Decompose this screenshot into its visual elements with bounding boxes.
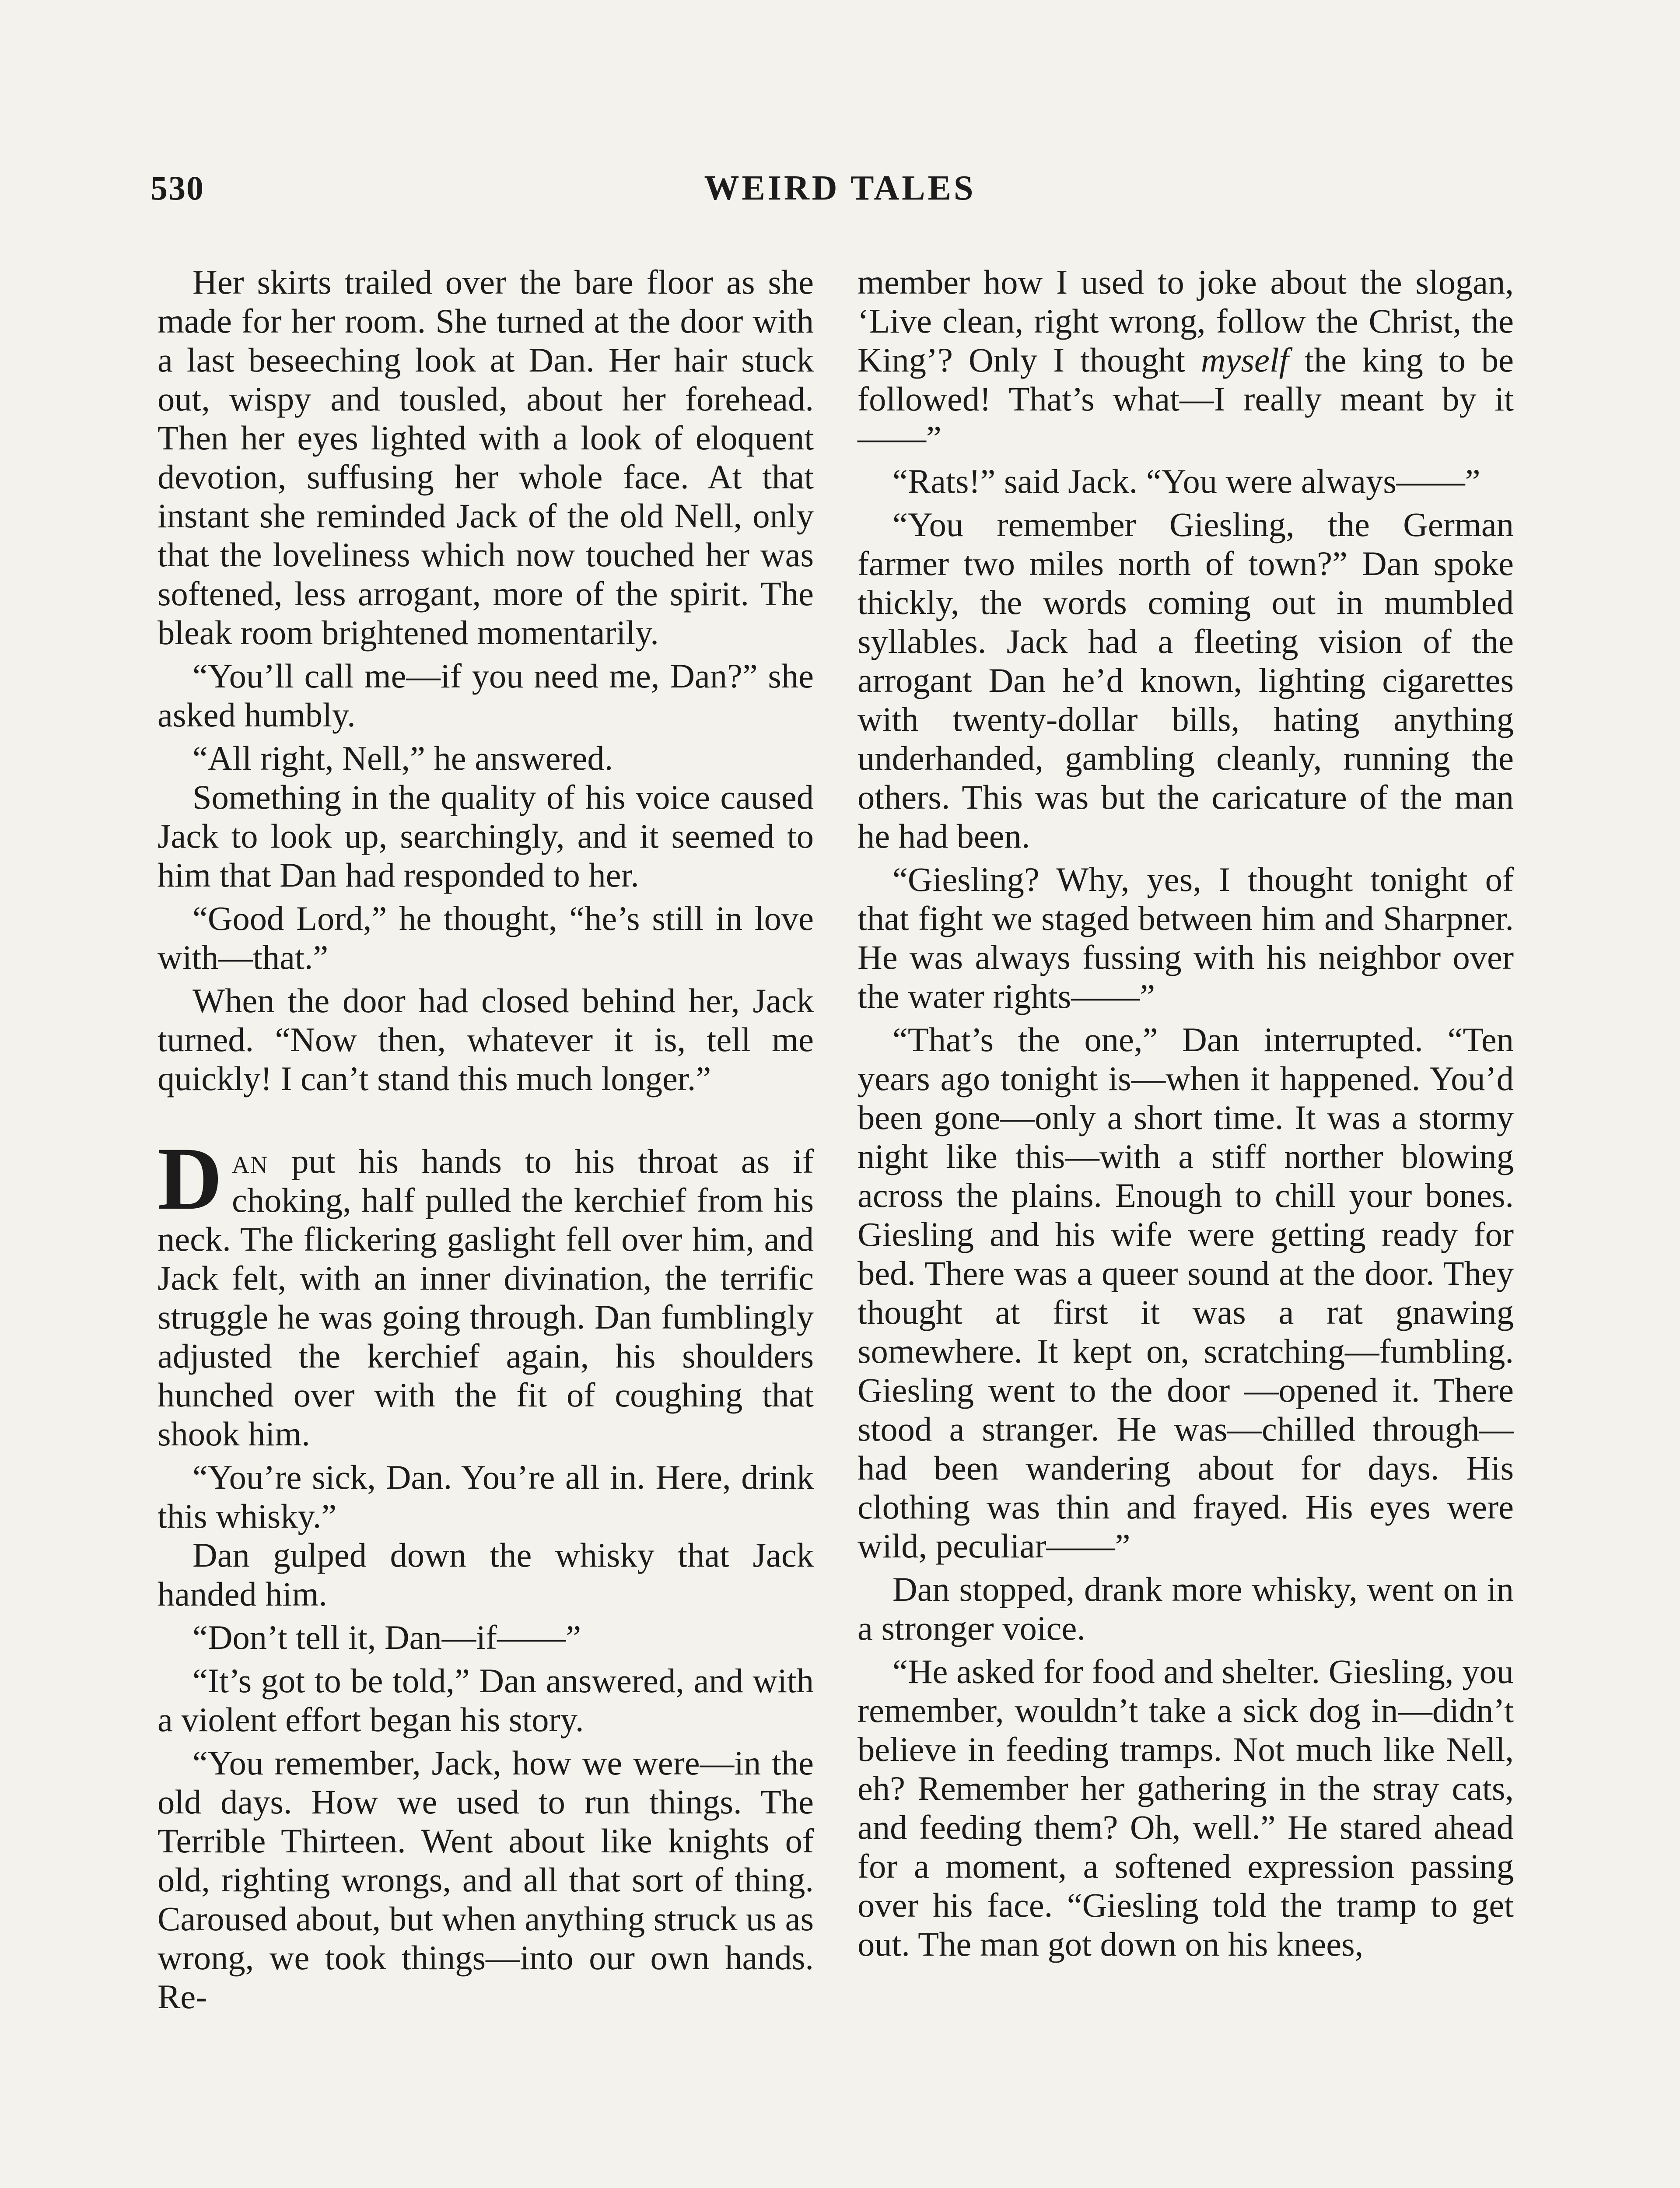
paragraph: “It’s got to be told,” Dan answered, and with a violent effort began his story.	[158, 1662, 814, 1739]
paragraph: “That’s the one,” Dan interrupted. “Ten years ago tonight is—when it happened. You’d been gone—only a short time. It was a stormy night like this—with a stiff norther blowing across the plains. Enough to chill your bones. Giesling and his wife were getting ready for bed. There was a queer sound at the door. They thought at first it was a rat gnawing somewhere. It kept on, scratching—fumbling. Giesling went to the door —opened it. There stood a stranger. He was—chilled through—had been wandering about for days. His clothing was thin and frayed. His eyes were wild, peculiar——”	[858, 1020, 1514, 1565]
paragraph: “You’ll call me—if you need me, Dan?” she asked humbly.	[158, 657, 814, 734]
drop-cap: D	[158, 1129, 223, 1228]
paragraph-text: member how I used to joke about the slogan, ‘Live clean, right wrong, follow the Christ, the King’? Only I thought	[858, 263, 1514, 379]
drop-cap-small-caps: an	[232, 1142, 269, 1180]
paragraph-continued	[858, 263, 1514, 457]
paragraph-text: put his hands to his throat as if choking, half pulled the kerchief from his neck. The flickering gaslight fell over him, and Jack felt, with an inner divination, the terrific struggle he was going through. Dan fumblingly adjusted the kerchief again, his shoulders hunched over with the fit of coughing that shook him.	[158, 1142, 814, 1453]
paragraph: “Giesling? Why, yes, I thought tonight of that fight we staged between him and Sharpner. He was always fussing with his neighbor over the water rights——”	[858, 860, 1514, 1015]
paragraph: “You remember, Jack, how we were—in the old days. How we used to run things. The Terrible Thirteen. Went about like knights of old, righting wrongs, and all that sort of thing. Caroused about, but when anything struck us as wrong, we took things—into our own hands. Re-	[158, 1744, 814, 2016]
paragraph: When the door had closed behind her, Jack turned. “Now then, whatever it is, tell me quickly! I can’t stand this much longer.”	[158, 982, 814, 1098]
running-head: WEIRD TALES	[704, 169, 976, 207]
paragraph: “He asked for food and shelter. Giesling, you remember, wouldn’t take a sick dog in—didn’t believe in feeding tramps. Not much like Nell, eh? Remember her gathering in the stray cats, and feeding them? Oh, well.” He stared ahead for a moment, a softened expression passing over his face. “Giesling told the tramp to get out. The man got down on his knees,	[858, 1652, 1514, 1963]
paragraph: “Don’t tell it, Dan—if——”	[192, 1618, 581, 1656]
paragraph: “All right, Nell,” he answered.	[192, 739, 613, 777]
paragraph: “You remember Giesling, the German farmer two miles north of town?” Dan spoke thickly, the words coming out in mumbled syllables. Jack had a fleeting vision of the arrogant Dan he’d known, lighting cigarettes with twenty-dollar bills, hating anything underhanded, gambling cleanly, running the others. This was but the caricature of the man he had been.	[858, 505, 1514, 855]
italic-word: myself	[1200, 341, 1289, 379]
paragraph: Dan stopped, drank more whisky, went on in a stronger voice.	[858, 1570, 1514, 1647]
section-opening-paragraph	[158, 1129, 814, 1453]
right-column	[858, 263, 1514, 1964]
paragraph: Something in the quality of his voice caused Jack to look up, searchingly, and it seemed to him that Dan had responded to her.	[158, 778, 814, 894]
paragraph-text: the king to be followed! That’s what—I really meant by it——”	[858, 341, 1514, 457]
paragraph: “Good Lord,” he thought, “he’s still in love with—that.”	[158, 899, 814, 976]
paragraph: “Rats!” said Jack. “You were always——”	[892, 462, 1480, 500]
paragraph: Her skirts trailed over the bare floor as she made for her room. She turned at the door with a last beseeching look at Dan. Her hair stuck out, wispy and tousled, about her forehead. Then her eyes lighted with a look of eloquent devotion, suffusing her whole face. At that instant she reminded Jack of the old Nell, only that the loveliness which now touched her was softened, less arrogant, more of the spirit. The bleak room brightened momentarily.	[158, 263, 814, 652]
paragraph: “You’re sick, Dan. You’re all in. Here, drink this whisky.”	[158, 1458, 814, 1535]
paragraph: Dan gulped down the whisky that Jack handed him.	[158, 1536, 814, 1613]
page-number: 530	[150, 169, 204, 207]
left-column	[158, 263, 814, 2016]
